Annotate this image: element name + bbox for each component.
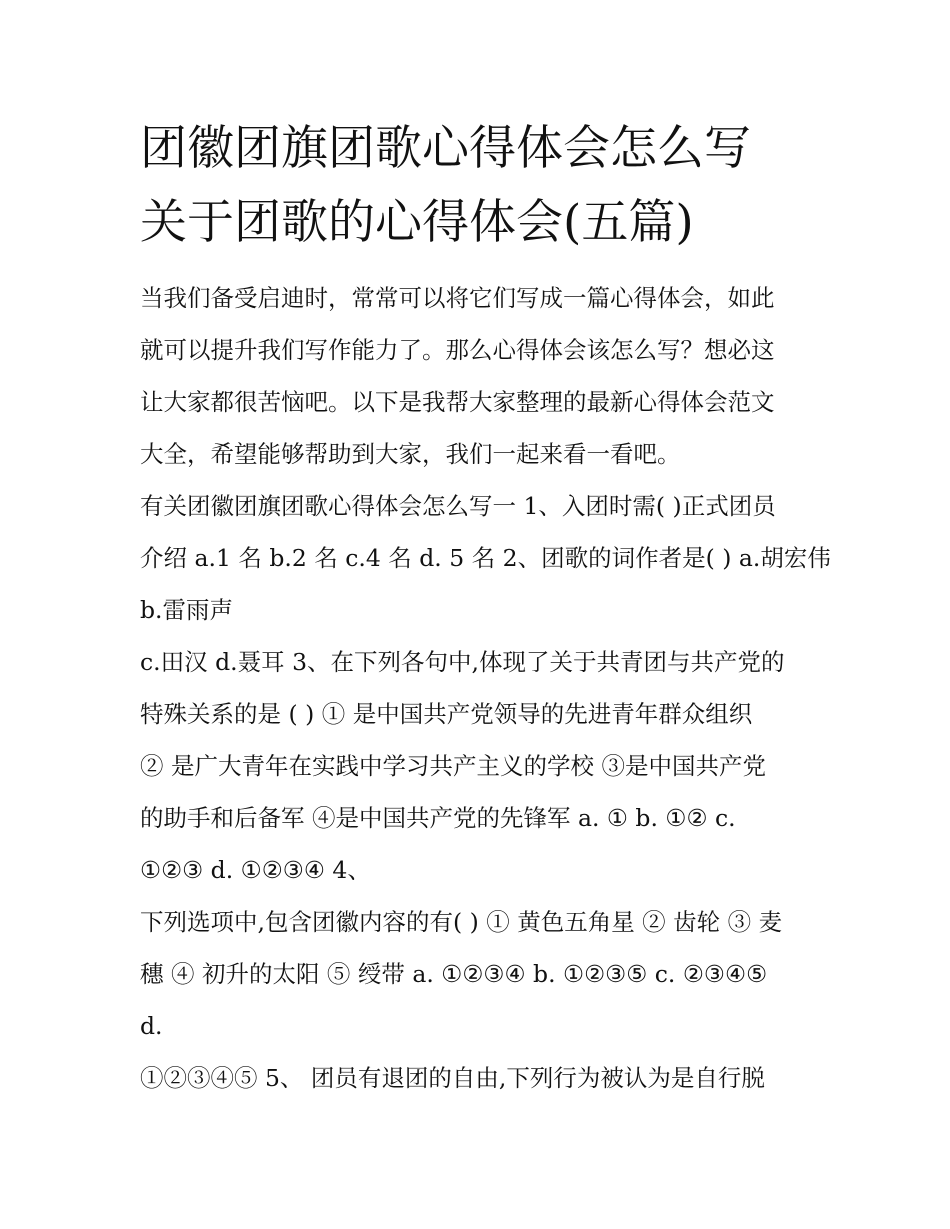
text-line: 就可以提升我们写作能力了。那么心得体会该怎么写？想必这 [140, 336, 775, 364]
text-line: 当我们备受启迪时，常常可以将它们写成一篇心得体会，如此 [140, 284, 775, 312]
text-line: c.田汉 d.聂耳 3、在下列各句中,体现了关于共青团与共产党的 [140, 648, 785, 676]
text-line: ①②③ d. ①②③④ 4、 [140, 856, 371, 884]
text-line: 穗 ④ 初升的太阳 ⑤ 绶带 a. ①②③④ b. ①②③⑤ c. ②③④⑤ [140, 960, 768, 988]
text-line: d. [140, 1012, 163, 1040]
text-line: 特殊关系的是 ( ) ① 是中国共产党领导的先进青年群众组织 [140, 700, 753, 728]
text-line: b.雷雨声 [140, 596, 234, 624]
text-line: 大全，希望能够帮助到大家，我们一起来看一看吧。 [140, 440, 681, 468]
title-line-2: 关于团歌的心得体会(五篇) [140, 195, 694, 250]
document-title [140, 112, 820, 260]
text-line: 让大家都很苦恼吧。以下是我帮大家整理的最新心得体会范文 [140, 388, 775, 416]
title-line-1: 团徽团旗团歌心得体会怎么写 [140, 121, 751, 176]
text-line: 下列选项中,包含团徽内容的有( ) ① 黄色五角星 ② 齿轮 ③ 麦 [140, 908, 783, 936]
text-line: 有关团徽团旗团歌心得体会怎么写一 1、入团时需( )正式团员 [140, 492, 776, 520]
text-line: 的助手和后备军 ④是中国共产党的先锋军 a. ① b. ①② c. [140, 804, 736, 832]
document-page [140, 112, 831, 1104]
text-line: ①②③④⑤ 5、 团员有退团的自由,下列行为被认为是自行脱 [140, 1064, 765, 1092]
question-paragraph-4 [140, 1052, 820, 1104]
intro-paragraph [140, 272, 820, 480]
question-paragraph-3 [140, 896, 820, 1052]
text-line: 介绍 a.1 名 b.2 名 c.4 名 d. 5 名 2、团歌的词作者是( ) a.胡宏伟 [140, 544, 831, 572]
question-paragraph-2 [140, 636, 820, 896]
question-paragraph-1 [140, 480, 831, 636]
text-line: ② 是广大青年在实践中学习共产主义的学校 ③是中国共产党 [140, 752, 766, 780]
